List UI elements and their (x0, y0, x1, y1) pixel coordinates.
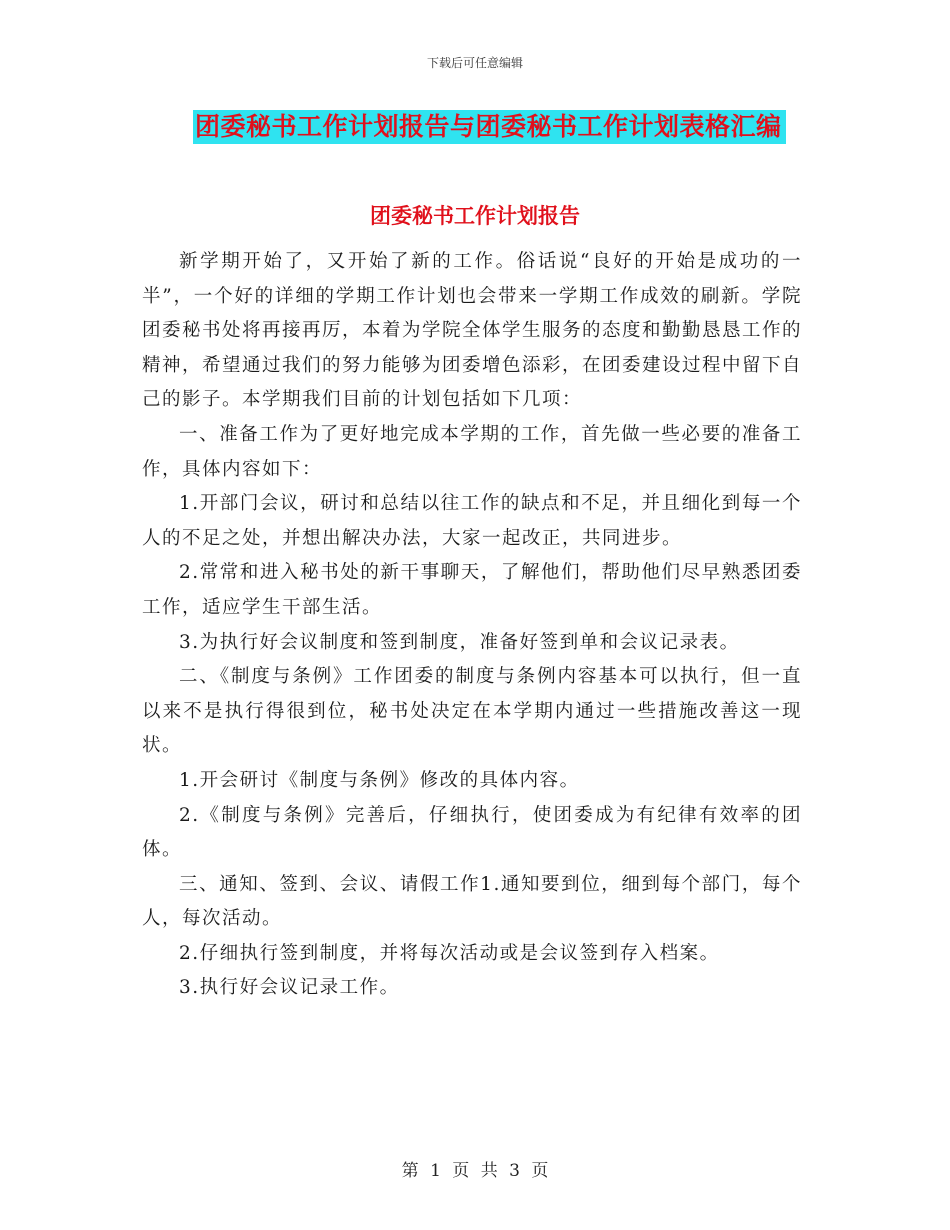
paragraph-item: 1.开部门会议，研讨和总结以往工作的缺点和不足，并且细化到每一个人的不足之处，并想出解决办法，大家一起改正，共同进步。 (142, 493, 802, 549)
paragraph-intro: 新学期开始了，又开始了新的工作。俗话说“良好的开始是成功的一半”，一个好的详细的学期工作计划也会带来一学期工作成效的刷新。学院团委秘书处将再接再厉，本着为学院全体学生服务的态度和勤勤恳恳工作的精神，希望通过我们的努力能够为团委增色添彩，在团委建设过程中留下自己的影子。本学期我们目前的计划包括如下几项： (142, 251, 803, 411)
paragraph-item: 2.常常和进入秘书处的新干事聊天，了解他们，帮助他们尽早熟悉团委工作，适应学生干部生活。 (142, 562, 802, 618)
paragraph-item: 1.开会研讨《制度与条例》修改的具体内容。 (179, 769, 580, 791)
document-body (142, 245, 802, 1006)
paragraph-item: 2.《制度与条例》完善后，仔细执行，使团委成为有纪律有效率的团体。 (142, 804, 802, 861)
paragraph-section-two: 二、《制度与条例》工作团委的制度与条例内容基本可以执行，但一直以来不是执行得很到位，秘书处决定在本学期内通过一些措施改善这一现状。 (142, 666, 802, 757)
section-title: 团委秘书工作计划报告 (370, 204, 580, 228)
document-main-title: 团委秘书工作计划报告与团委秘书工作计划表格汇编 (193, 110, 786, 144)
paragraph-section-three: 三、通知、签到、会议、请假工作1.通知要到位，细到每个部门，每个人，每次活动。 (142, 873, 802, 930)
paragraph-item: 3.为执行好会议制度和签到制度，准备好签到单和会议记录表。 (179, 631, 740, 653)
page-number-footer: 第 1 页 共 3 页 (401, 1161, 549, 1181)
page-header-note: 下载后可任意编辑 (426, 56, 523, 70)
paragraph-item: 2.仔细执行签到制度，并将每次活动或是会议签到存入档案。 (179, 942, 720, 964)
paragraph-item: 3.执行好会议记录工作。 (179, 977, 400, 999)
paragraph-section-one: 一、准备工作为了更好地完成本学期的工作，首先做一些必要的准备工作，具体内容如下： (142, 423, 802, 480)
